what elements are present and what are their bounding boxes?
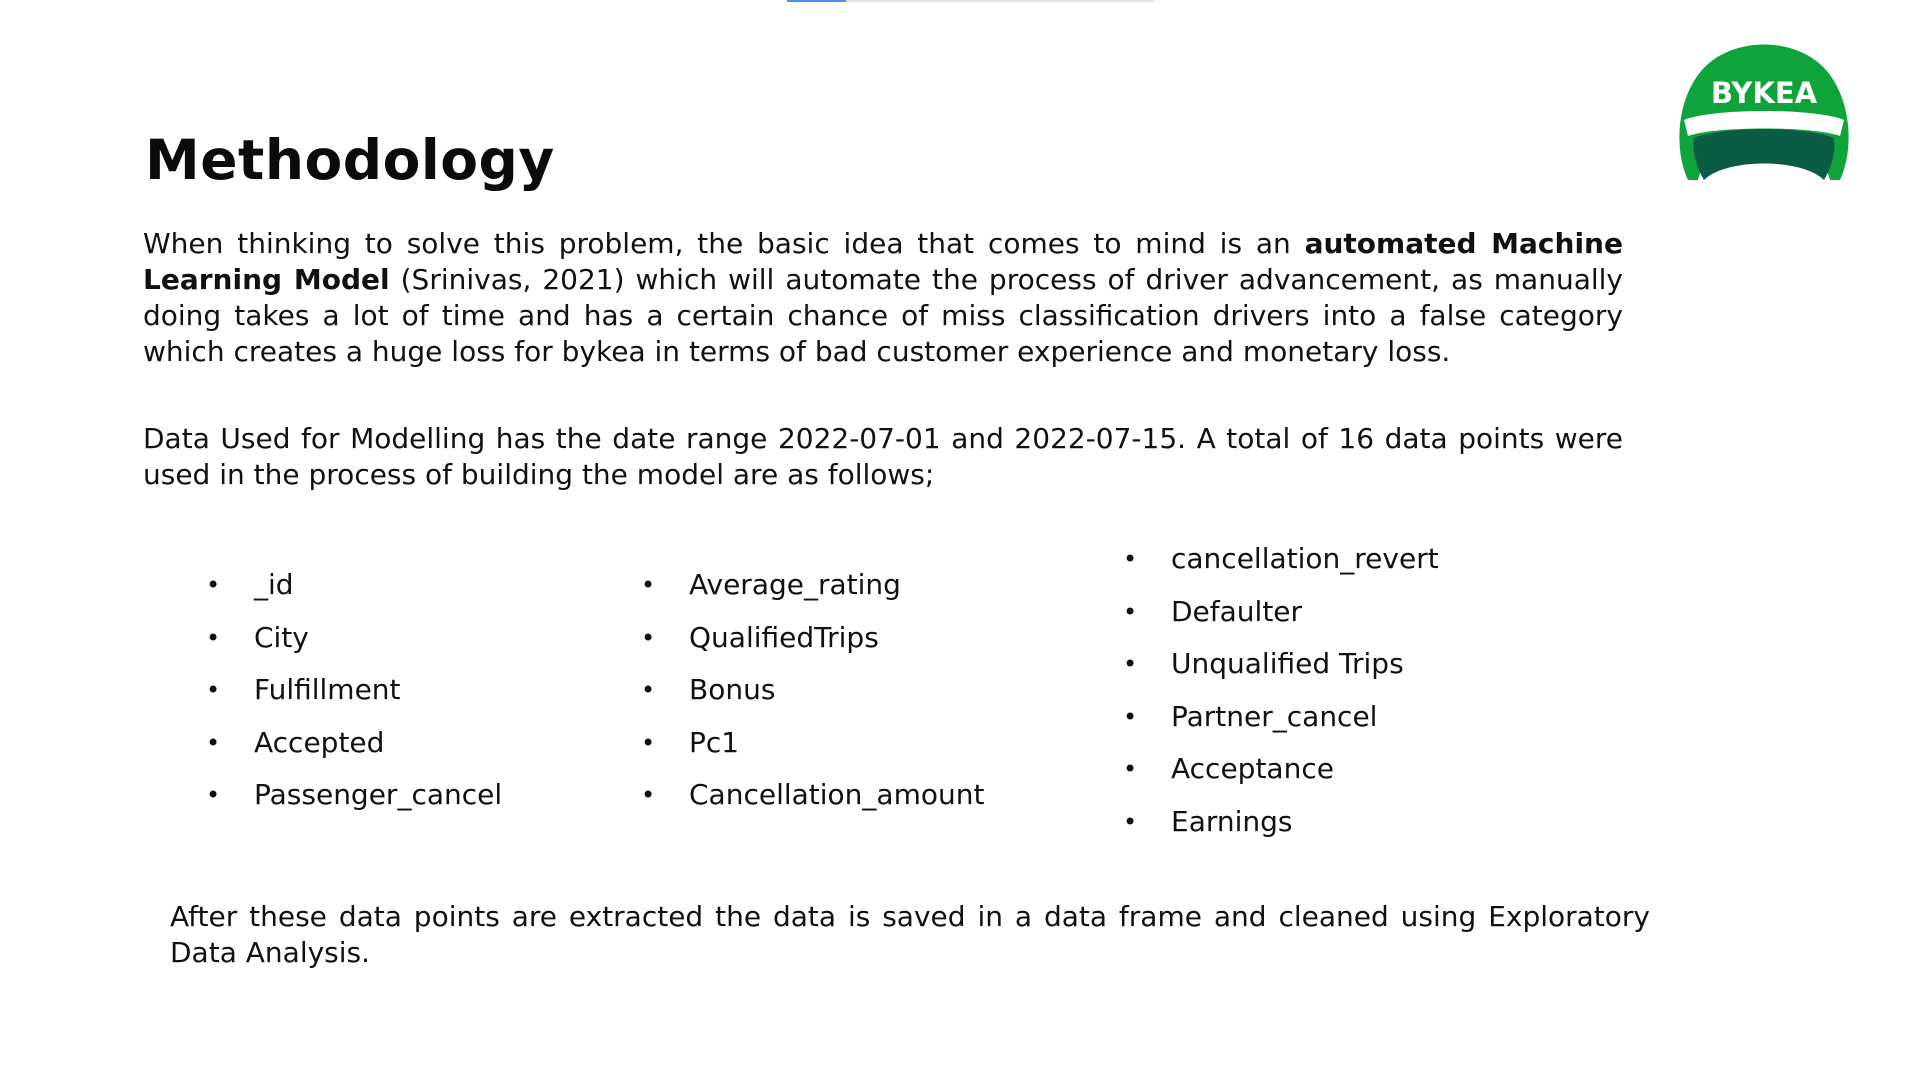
data-point-item: • Pc1	[641, 721, 984, 774]
data-point-item: • Earnings	[1123, 800, 1439, 853]
data-points-list-3	[1123, 537, 1439, 852]
data-range-paragraph: Data Used for Modelling has the date range 2022-07-01 and 2022-07-15. A total of 16 data points were used in the process of building the model are as follows;	[143, 422, 1623, 491]
slide-progress-bar	[787, 0, 1154, 2]
data-point-item: • QualifiedTrips	[641, 616, 984, 669]
data-point-item: • Fulfillment	[206, 668, 502, 721]
conclusion-paragraph: After these data points are extracted the data is saved in a data frame and cleaned using Exploratory Data Analysis.	[170, 900, 1650, 969]
data-point-item: • Accepted	[206, 721, 502, 774]
intro-text-start: When thinking to solve this problem, the basic idea that comes to mind is an	[143, 227, 1305, 260]
data-point-item: • _id	[206, 563, 502, 616]
data-point-item: • cancellation_revert	[1123, 537, 1439, 590]
bykea-logo	[1672, 40, 1856, 184]
data-point-item: • Passenger_cancel	[206, 773, 502, 826]
data-point-item: • Acceptance	[1123, 747, 1439, 800]
data-point-item: • Defaulter	[1123, 590, 1439, 643]
intro-bold-phrase: automated Machine Learning Model	[143, 227, 1623, 296]
logo-text: BYKEA	[1710, 76, 1818, 110]
data-point-item: • Bonus	[641, 668, 984, 721]
intro-paragraph	[143, 226, 1623, 370]
data-point-item: • Partner_cancel	[1123, 695, 1439, 748]
slide-progress-fill	[787, 0, 846, 2]
data-point-item: • Average_rating	[641, 563, 984, 616]
data-points-list-1	[206, 563, 502, 826]
intro-text-end: (Srinivas, 2021) which will automate the process of driver advancement, as manually doing takes a lot of time and has a certain chance of miss classification drivers into a false category which creates a huge loss for bykea in terms of bad customer experience and monetary loss.	[143, 263, 1623, 368]
data-points-list-2	[641, 563, 984, 826]
data-point-item: • City	[206, 616, 502, 669]
data-point-item: • Cancellation_amount	[641, 773, 984, 826]
data-point-item: • Unqualified Trips	[1123, 642, 1439, 695]
bykea-helmet-icon	[1672, 40, 1856, 184]
slide-title: Methodology	[145, 128, 555, 192]
